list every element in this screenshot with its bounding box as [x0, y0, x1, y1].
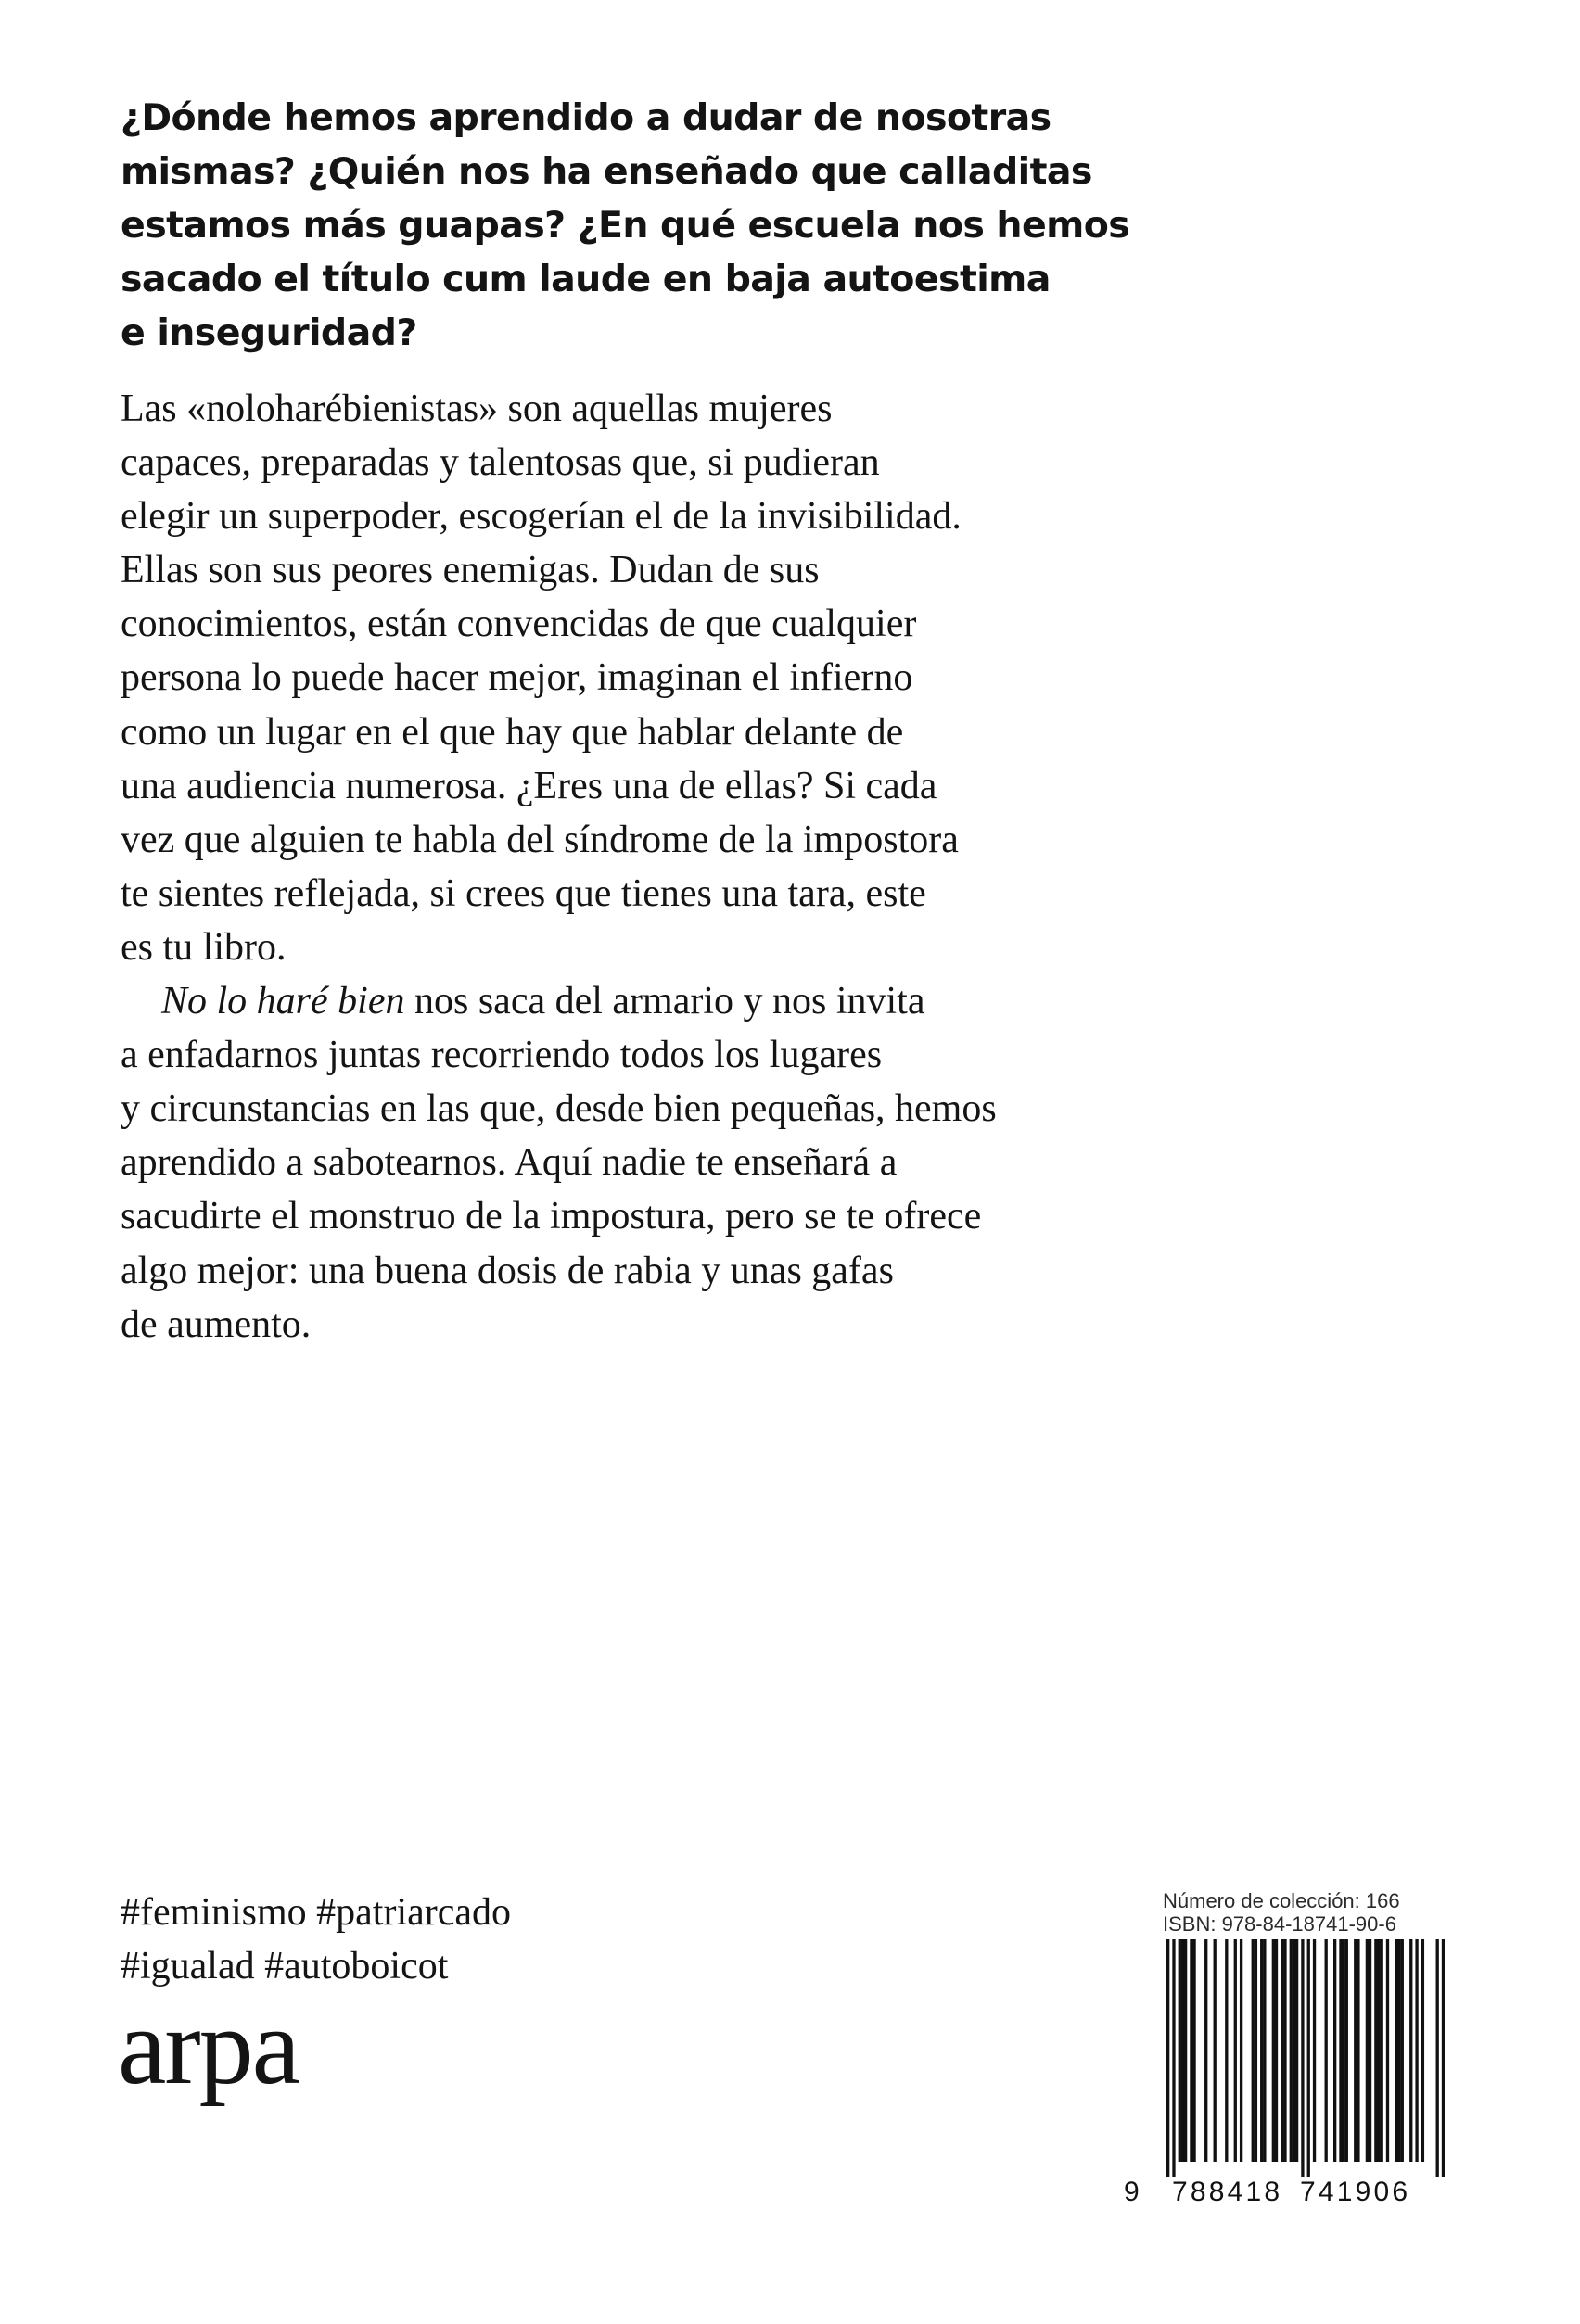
barcode-bar	[1342, 1939, 1344, 2162]
barcode-bar	[1225, 1939, 1228, 2162]
synopsis-line: sacudirte el monstruo de la impostura, pero se te ofrece	[121, 1195, 982, 1238]
publication-info	[1163, 1889, 1400, 1936]
synopsis-line: algo mejor: una buena dosis de rabia y unas gafas	[121, 1249, 894, 1292]
barcode-bar	[1401, 1939, 1404, 2162]
barcode-bar	[1290, 1939, 1293, 2162]
lead-question	[121, 91, 1130, 360]
barcode-bar	[1252, 1939, 1255, 2162]
synopsis-line: capaces, preparadas y talentosas que, si pudieran	[121, 441, 880, 485]
lead-line: sacado el título cum laude en baja autoestima	[121, 258, 1051, 300]
synopsis-line: aprendido a sabotearnos. Aquí nadie te enseñará a	[121, 1141, 898, 1185]
barcode-bar	[1366, 1939, 1369, 2162]
barcode-bar	[1421, 1939, 1424, 2162]
collection-number: Número de colección: 166	[1163, 1889, 1400, 1912]
barcode-bar	[1192, 1939, 1195, 2162]
barcode	[1166, 1939, 1445, 2177]
barcode-bar	[1293, 1939, 1295, 2162]
synopsis-line: y circunstancias en las que, desde bien pequeñas, hemos	[121, 1087, 997, 1131]
synopsis-line: vez que alguien te habla del síndrome de la impostora	[121, 818, 959, 861]
barcode-bar	[1333, 1939, 1336, 2162]
synopsis-line: conocimientos, están convencidas de que cualquier	[121, 603, 917, 646]
barcode-bar	[1281, 1939, 1283, 2162]
barcode-bar	[1313, 1939, 1316, 2162]
synopsis-line: a enfadarnos juntas recorriendo todos los lugares	[121, 1034, 883, 1077]
barcode-bar	[1283, 1939, 1286, 2162]
barcode-bar	[1436, 1939, 1439, 2177]
barcode-bar	[1272, 1939, 1275, 2162]
barcode-bar	[1345, 1939, 1348, 2162]
barcode-bar	[1184, 1939, 1187, 2162]
synopsis-line: como un lugar en el que hay que hablar delante de	[121, 710, 904, 754]
barcode-bar	[1190, 1939, 1192, 2162]
barcode-bar	[1415, 1939, 1418, 2162]
barcode-bar	[1442, 1939, 1445, 2177]
lead-line: estamos más guapas? ¿En qué escuela nos hemos	[121, 204, 1130, 247]
barcode-bar	[1369, 1939, 1371, 2162]
barcode-bar	[1166, 1939, 1169, 2177]
barcode-bar	[1179, 1939, 1181, 2162]
synopsis-line: elegir un superpoder, escogerían el de la invisibilidad.	[121, 495, 962, 539]
barcode-bar	[1204, 1939, 1207, 2162]
synopsis-line: es tu libro.	[121, 925, 287, 969]
barcode-bars	[1166, 1939, 1445, 2177]
barcode-bar	[1374, 1939, 1377, 2162]
hashtags	[121, 1886, 511, 1993]
barcode-bar	[1181, 1939, 1184, 2162]
barcode-bar	[1255, 1939, 1257, 2162]
barcode-bar	[1260, 1939, 1263, 2162]
barcode-bar	[1354, 1939, 1357, 2162]
barcode-bar	[1240, 1939, 1242, 2162]
publisher-logo: arpa	[118, 1986, 299, 2107]
barcode-bar	[1307, 1939, 1310, 2177]
synopsis-line: persona lo puede hacer mejor, imaginan el infierno	[121, 656, 913, 700]
barcode-bar	[1214, 1939, 1217, 2162]
barcode-bar	[1409, 1939, 1412, 2162]
barcode-digit-first: 9	[1124, 2177, 1142, 2207]
synopsis	[121, 382, 1140, 1352]
synopsis-line: te sientes reflejada, si crees que tienes una tara, este	[121, 871, 926, 915]
barcode-bar	[1325, 1939, 1328, 2162]
barcode-bar	[1301, 1939, 1304, 2177]
barcode-bar	[1377, 1939, 1380, 2162]
barcode-bar	[1386, 1939, 1389, 2162]
barcode-bar	[1234, 1939, 1237, 2162]
barcode-bar	[1263, 1939, 1266, 2162]
barcode-digits-right: 741906	[1300, 2177, 1411, 2207]
barcode-bar	[1295, 1939, 1298, 2162]
synopsis-text: nos saca del armario y nos invita	[404, 980, 925, 1023]
lead-line: e inseguridad?	[121, 311, 417, 354]
lead-line: mismas? ¿Quién nos ha enseñado que calladitas	[121, 150, 1092, 193]
barcode-bar	[1397, 1939, 1400, 2162]
hashtag-line: #igualad #autoboicot	[121, 1945, 449, 1987]
synopsis-line: de aumento.	[121, 1302, 312, 1346]
barcode-bar	[1395, 1939, 1397, 2162]
synopsis-line: una audiencia numerosa. ¿Eres una de ellas? Si cada	[121, 764, 937, 807]
barcode-bar	[1357, 1939, 1359, 2162]
hashtag-line: #feminismo #patriarcado	[121, 1891, 512, 1934]
barcode-bar	[1172, 1939, 1175, 2177]
barcode-bar	[1339, 1939, 1342, 2162]
synopsis-line	[121, 974, 1140, 1028]
book-title: No lo haré bien	[161, 980, 405, 1023]
barcode-bar	[1381, 1939, 1383, 2162]
isbn: ISBN: 978-84-18741-90-6	[1163, 1912, 1396, 1936]
lead-line: ¿Dónde hemos aprendido a dudar de nosotras	[121, 96, 1051, 139]
synopsis-line: Las «noloharébienistas» son aquellas mujeres	[121, 387, 833, 430]
barcode-bar	[1275, 1939, 1278, 2162]
barcode-digits-left: 788418	[1172, 2177, 1283, 2207]
synopsis-line: Ellas son sus peores enemigas. Dudan de sus	[121, 549, 820, 592]
